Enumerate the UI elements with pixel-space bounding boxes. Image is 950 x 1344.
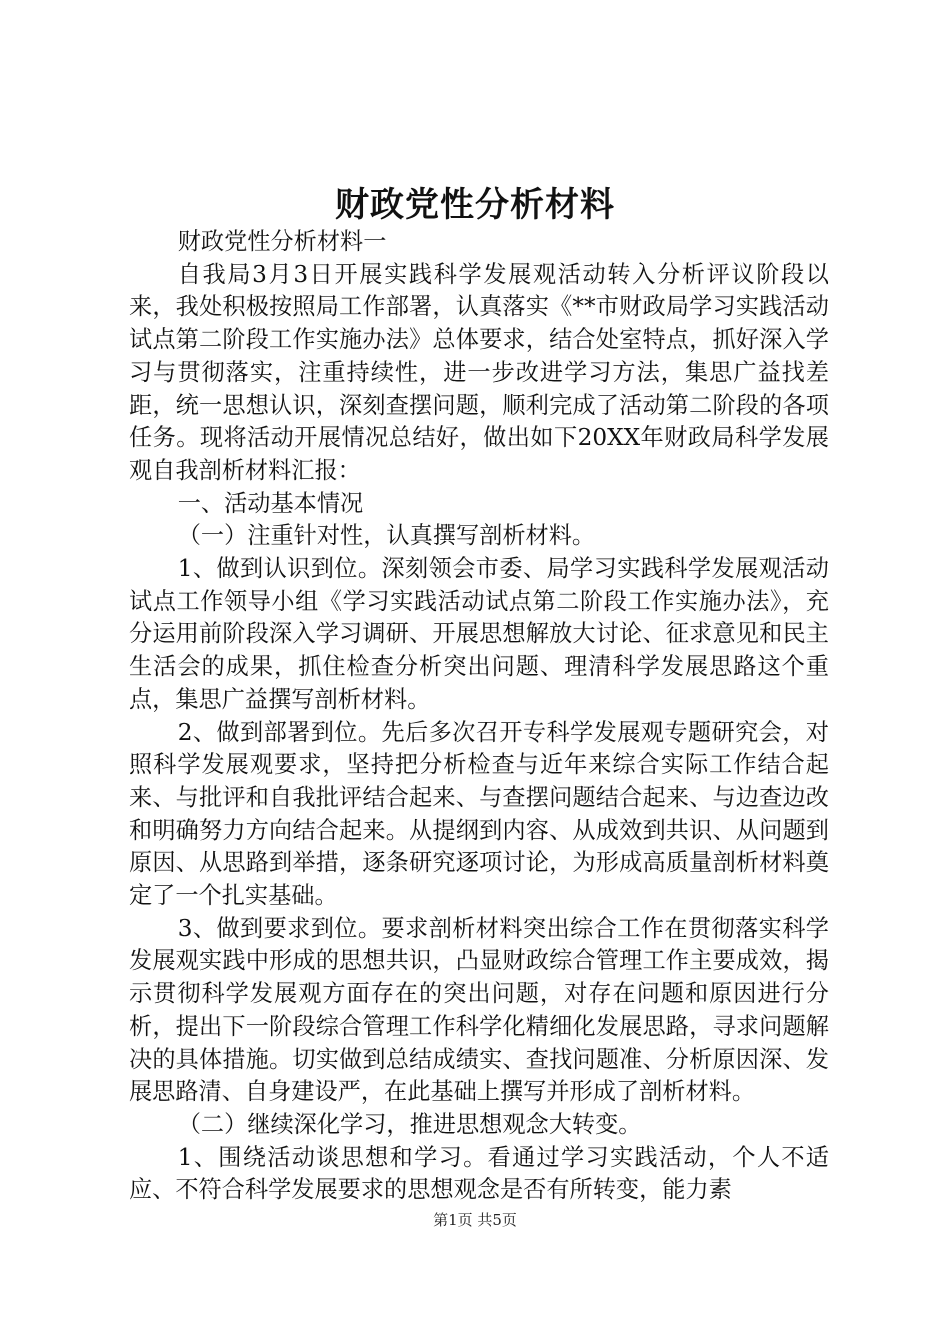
paragraph-item-2: 2、做到部署到位。先后多次召开专科学发展观专题研究会，对照科学发展观要求，坚持把分析检查与近年来综合实际工作结合起来、与批评和自我批评结合起来、与查摆问题结合起来、与边查边改和明确努力方向结合起来。从提纲到内容、从成效到共识、从问题到原因、从思路到举措，逐条研究逐项讨论，为形成高质量剖析材料奠定了一个扎实基础。 [129, 718, 829, 910]
document-title: 财政党性分析材料 [335, 185, 615, 225]
document-body [129, 226, 829, 1207]
section-heading: 一、活动基本情况 [177, 489, 364, 517]
page-footer: 第1页 共5页 [433, 1211, 517, 1229]
paragraph-item-1: 1、做到认识到位。深刻领会市委、局学习实践科学发展观活动试点工作领导小组《学习实践活动试点第二阶段工作实施办法》，充分运用前阶段深入学习调研、开展思想解放大讨论、征求意见和民主生活会的成果，抓住检查分析突出问题、理清科学发展思路这个重点，集思广益撰写剖析材料。 [129, 555, 829, 713]
paragraph-item-4: 1、围绕活动谈思想和学习。看通过学习实践活动，个人不适应、不符合科学发展要求的思想观念是否有所转变，能力素 [129, 1143, 829, 1204]
paragraph-item-3: 3、做到要求到位。要求剖析材料突出综合工作在贯彻落实科学发展观实践中形成的思想共识，凸显财政综合管理工作主要成效，揭示贯彻科学发展观方面存在的突出问题，对存在问题和原因进行分析，提出下一阶段综合管理工作科学化精细化发展思路，寻求问题解决的具体措施。切实做到总结成绩实、查找问题准、分析原因深、发展思路清、自身建设严，在此基础上撰写并形成了剖析材料。 [129, 914, 829, 1106]
paragraph-intro: 自我局3月3日开展实践科学发展观活动转入分析评议阶段以来，我处积极按照局工作部署，认真落实《**市财政局学习实践活动试点第二阶段工作实施办法》总体要求，结合处室特点，抓好深入学习与贯彻落实，注重持续性，进一步改进学习方法，集思广益找差距，统一思想认识，深刻查摆问题，顺利完成了活动第二阶段的各项任务。现将活动开展情况总结好，做出如下20XX年财政局科学发展观自我剖析材料汇报： [129, 260, 829, 484]
subsection-heading: （一）注重针对性，认真撰写剖析材料。 [177, 522, 596, 550]
paragraph-subtitle: 财政党性分析材料一 [177, 228, 387, 255]
subsection-heading: （二）继续深化学习，推进思想观念大转变。 [177, 1110, 642, 1138]
